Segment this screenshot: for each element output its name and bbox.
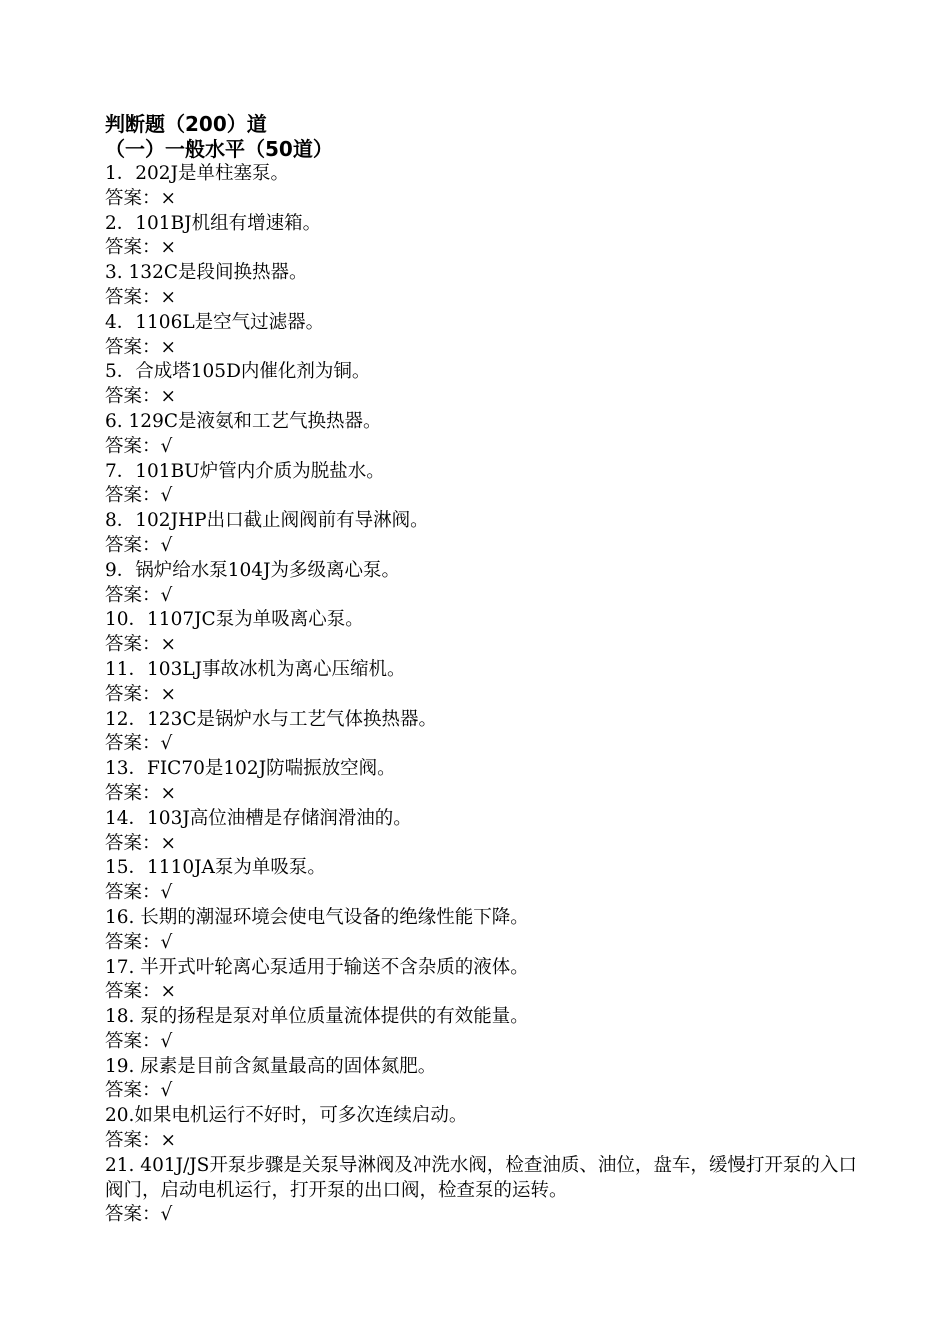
- question-text: 8．102JHP出口截止阀阀前有导淋阀。: [105, 510, 429, 532]
- question-text: 18. 泵的扬程是泵对单位质量流体提供的有效能量。: [105, 1006, 529, 1028]
- answer-text: 答案：×: [105, 683, 177, 705]
- question-text: 3. 132C是段间换热器。: [105, 262, 308, 284]
- question-text: 1．202J是单柱塞泵。: [105, 163, 289, 184]
- question-text: 15．1110JA泵为单吸泵。: [105, 857, 326, 879]
- question-text: 21. 401J/JS开泵步骤是关泵导淋阀及冲洗水阀，检查油质、油位，盘车，缓慢打开泵的入口阀门，启动电机运行，打开泵的出口阀，检查泵的运转。: [105, 1154, 857, 1201]
- question-text: 13．FIC70是102J防喘振放空阀。: [105, 758, 396, 780]
- question-text: 17. 半开式叶轮离心泵适用于输送不含杂质的液体。: [105, 956, 529, 978]
- question-text: 4．1106L是空气过滤器。: [105, 311, 325, 333]
- question-text: 9．锅炉给水泵104J为多级离心泵。: [105, 559, 400, 581]
- question-text: 6. 129C是液氨和工艺气换热器。: [105, 410, 382, 432]
- answer-text: 答案：×: [105, 237, 177, 259]
- question-text: 11．103LJ事故冰机为离心压缩机。: [105, 658, 406, 680]
- answer-text: 答案：√: [105, 1204, 173, 1226]
- answer-text: 答案：√: [105, 733, 173, 755]
- question-text: 7．101BU炉管内介质为脱盐水。: [105, 460, 385, 482]
- question-text: 14．103J高位油槽是存储润滑油的。: [105, 807, 412, 829]
- answer-text: 答案：×: [105, 386, 177, 408]
- answer-text: 答案：√: [105, 435, 173, 457]
- answer-text: 答案：√: [105, 882, 173, 904]
- answer-text: 答案：√: [105, 485, 173, 507]
- answer-text: 答案：×: [105, 832, 177, 854]
- question-text: 10．1107JC泵为单吸离心泵。: [105, 609, 364, 631]
- answer-text: 答案：×: [105, 336, 177, 358]
- answer-text: 答案：√: [105, 1030, 173, 1052]
- answer-text: 答案：×: [105, 1130, 177, 1152]
- question-text: 19. 尿素是目前含氮量最高的固体氮肥。: [105, 1055, 437, 1077]
- answer-text: 答案：√: [105, 1080, 173, 1102]
- question-text: 5．合成塔105D内催化剂为铜。: [105, 361, 371, 383]
- answer-text: 答案：×: [105, 187, 177, 209]
- answer-text: 答案：×: [105, 634, 177, 656]
- answer-text: 答案：×: [105, 286, 177, 308]
- question-text: 2．101BJ机组有增速箱。: [105, 212, 322, 234]
- question-text: 16. 长期的潮湿环境会使电气设备的绝缘性能下降。: [105, 906, 529, 928]
- document-page: [105, 112, 865, 1228]
- question-text: 20.如果电机运行不好时，可多次连续启动。: [105, 1105, 468, 1127]
- document-title: 判断题（200）道: [105, 112, 267, 136]
- answer-text: 答案：×: [105, 782, 177, 804]
- answer-text: 答案：√: [105, 534, 173, 556]
- answer-text: 答案：√: [105, 584, 173, 606]
- answer-text: 答案：√: [105, 931, 173, 953]
- question-text: 12．123C是锅炉水与工艺气体换热器。: [105, 708, 438, 730]
- answer-text: 答案：×: [105, 981, 177, 1003]
- section-heading: （一）一般水平（50道）: [105, 137, 333, 161]
